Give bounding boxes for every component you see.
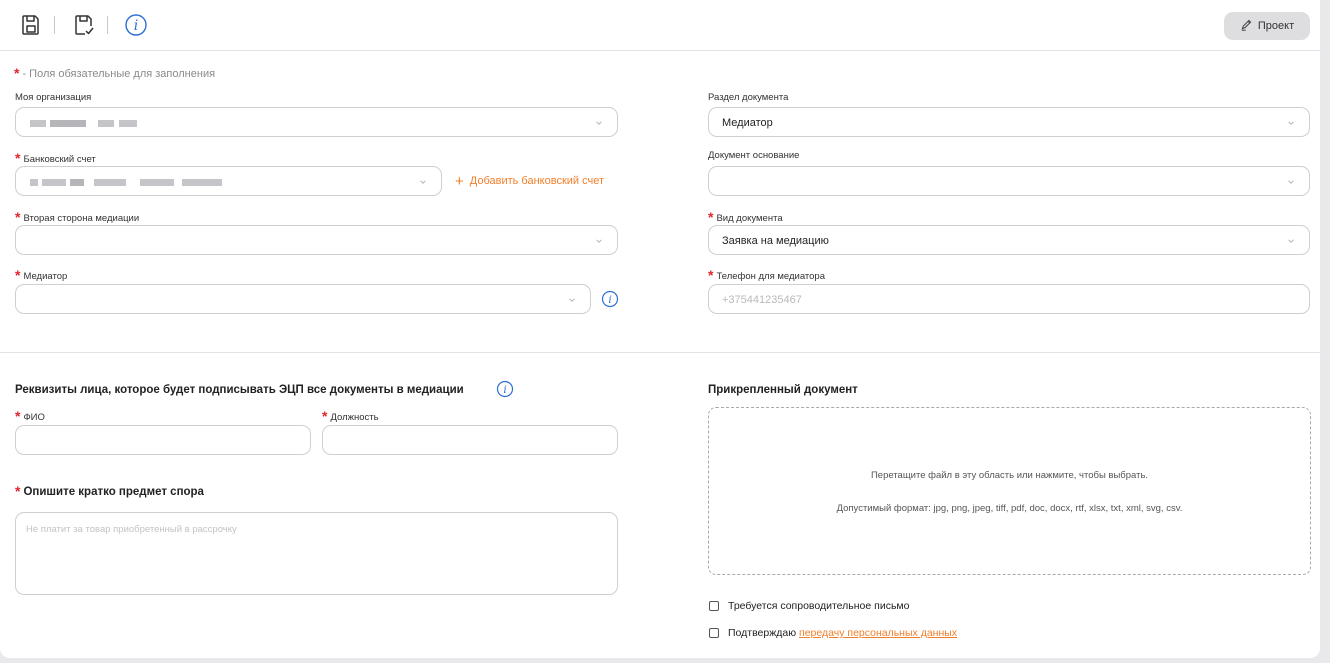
svg-text:i: i [608,293,612,306]
redacted-text [94,179,126,186]
confirm-row [709,627,957,639]
save-check-icon[interactable] [72,13,96,37]
redacted-text [70,179,84,186]
chevron-down-icon [595,119,603,127]
chevron-down-icon [419,178,427,186]
fio-label: * ФИО [15,408,45,424]
confirm-label: Подтверждаю [728,627,797,639]
second-party-select[interactable] [15,225,618,255]
cover-letter-row [709,600,909,612]
signer-info-icon[interactable] [496,380,514,398]
redacted-text [98,120,114,127]
redacted-text [50,120,86,127]
toolbar-separator [54,16,55,34]
second-party-label: * Вторая сторона медиации [15,209,140,225]
toolbar [0,0,1320,51]
project-button[interactable] [1224,12,1310,40]
bank-account-select[interactable] [15,166,442,196]
plus-icon: + [455,173,464,190]
dispute-placeholder: Не платит за товар приобретенный в рассрочку [26,524,237,535]
my-org-select[interactable] [15,107,618,137]
save-icon[interactable] [19,13,43,37]
toolbar-separator [107,16,108,34]
fio-input[interactable] [15,425,311,455]
attachment-title: Прикрепленный документ [708,384,858,396]
dropzone-formats: Допустимый формат: jpg, png, jpeg, tiff, pdf, doc, docx, rtf, xlsx, txt, xml, svg, csv. [836,503,1183,514]
doc-section-select[interactable] [708,107,1310,137]
base-doc-label: Документ основание [708,150,800,161]
redacted-text [119,120,137,127]
chevron-down-icon [1287,237,1295,245]
dispute-textarea[interactable] [15,512,618,595]
doc-section-label: Раздел документа [708,92,789,103]
phone-placeholder: +375441235467 [722,294,802,306]
svg-text:i: i [133,18,139,34]
mediator-info-icon[interactable] [601,290,619,308]
info-icon[interactable] [124,13,148,37]
mediator-label: * Медиатор [15,267,68,283]
doc-type-value: Заявка на медиацию [722,235,829,247]
personal-data-link[interactable]: передачу персональных данных [799,627,958,639]
svg-text:i: i [503,383,507,396]
required-star: * [14,65,20,81]
phone-input[interactable] [708,284,1310,314]
dropzone-text: Перетащите файл в эту область или нажмите, чтобы выбрать. [870,470,1149,481]
redacted-text [140,179,174,186]
redacted-text [182,179,222,186]
bank-account-label: * Банковский счет [15,150,96,166]
file-dropzone[interactable] [708,407,1311,575]
dispute-title: * Опишите кратко предмет спора [15,483,204,499]
position-input[interactable] [322,425,618,455]
mediator-select[interactable] [15,284,591,314]
cover-letter-label: Требуется сопроводительное письмо [728,600,910,612]
chevron-down-icon [595,237,603,245]
doc-type-select[interactable] [708,225,1310,255]
project-button-label: Проект [1257,20,1295,32]
cover-letter-checkbox[interactable] [709,601,719,611]
signer-section-title: Реквизиты лица, которое будет подписывать ЭЦП все документы в медиации [15,384,464,396]
phone-label: * Телефон для медиатора [708,267,825,283]
position-label: * Должность [322,408,379,424]
required-note: * - Поля обязательные для заполнения [14,65,216,81]
chevron-down-icon [568,296,576,304]
add-bank-account-link[interactable]: + Добавить банковский счет [455,173,605,190]
redacted-text [30,120,46,127]
doc-type-label: * Вид документа [708,209,783,225]
my-org-label: Моя организация [15,92,92,103]
pen-edit-icon [1240,18,1253,34]
section-divider [0,352,1320,353]
redacted-text [30,179,38,186]
doc-section-value: Медиатор [722,117,773,129]
confirm-checkbox[interactable] [709,628,719,638]
chevron-down-icon [1287,178,1295,186]
chevron-down-icon [1287,119,1295,127]
redacted-text [42,179,66,186]
base-doc-select[interactable] [708,166,1310,196]
